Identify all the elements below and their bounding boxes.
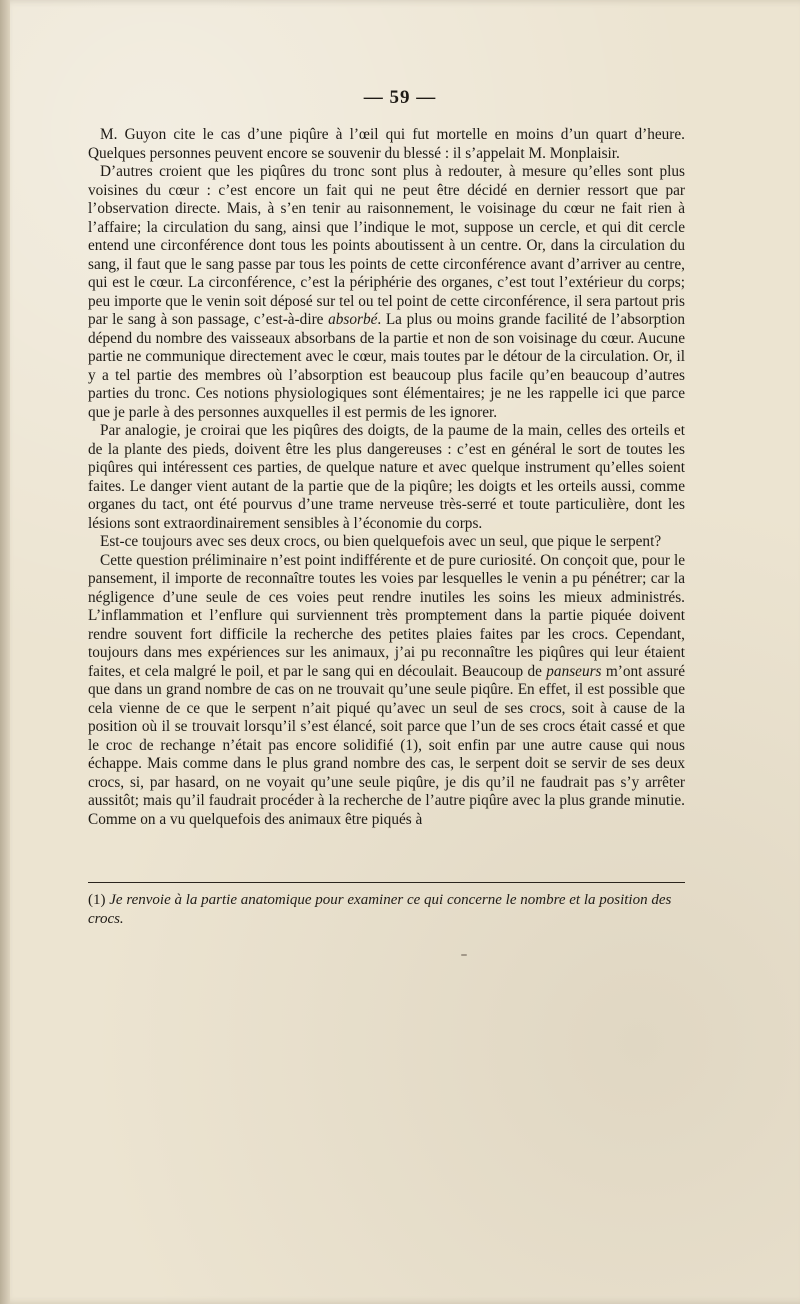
footnote-mark: (1) (88, 892, 106, 908)
paragraph-2 (88, 163, 685, 422)
paragraph-5 (88, 552, 685, 830)
footnote-separator (88, 882, 685, 883)
paragraph-5-italic-panseurs: panseurs (546, 662, 602, 680)
page-number: — 59 — (363, 87, 437, 108)
footnote-text: Je renvoie à la partie anatomique pour examiner ce qui concerne le nombre et la position des crocs. (88, 892, 672, 927)
paragraph-4 (88, 533, 685, 552)
paragraph-5-text-b: m’ont assuré que dans un grand nombre de cas on ne trouvait qu’une seule piqûre. En effet, il est possible que cela vienne de ce que le serpent n’ait piqué qu’avec un seul de ses crocs, soit à cause de la position où il se trouvait lorsqu’il s’est élancé, soit parce que l’un de ses crocs était cassé et que le croc de rechange n’était pas encore solidifié (1), soit enfin par une autre cause qui nous échappe. Mais comme dans le plus grand nombre des cas, le serpent doit se servir de ses deux crocs, si, par hasard, on ne voyait qu’une seule piqûre, je dis qu’il ne faudrait pas s’y arrêter aussitôt; mais qu’il faudrait procéder à la recherche de l’autre piqûre avec la plus grande minutie. Comme on a vu quelquefois des animaux être piqués à (88, 662, 686, 828)
paragraph-2-italic-absorbe: absorbé (328, 311, 378, 328)
page-binding-edge (0, 0, 10, 1304)
paper-speck (461, 954, 467, 956)
paragraph-5-text-a: Cette question préliminaire n’est point indifférente et de pure curiosité. On conçoit que, pour le pansement, il importe de reconnaître toutes les voies par lesquelles le venin a pu pénétrer; car la négligence d’une seule de ces voies peut rendre inutiles les soins les mieux administrés. L’inflammation et l’enflure qui surviennent très promptement dans la partie piquée doivent rendre souvent fort difficile la recherche des petites plaies faites par les crocs. Cependant, toujours dans mes expériences sur les animaux, j’ai pu reconnaître les piqûres qui leur étaient faites, et cela malgré le poil, et par le sang qui en découlait. Beaucoup de (88, 551, 685, 680)
footnote (88, 891, 685, 928)
paragraph-1 (88, 126, 685, 163)
paragraph-4-text: Est-ce toujours avec ses deux crocs, ou bien quelquefois avec un seul, que pique le serpent? (100, 533, 662, 550)
paragraph-2-text-b: . La plus ou moins grande facilité de l’absorption dépend du nombre des vaisseaux absorbans de la partie et non de son voisinage du cœur. Aucune partie ne communique directement avec le cœur, mais toutes par le détour de la circulation. Or, il y a tel partie des membres où l’absorption est beaucoup plus facile qu’en beaucoup d’autres parties du tronc. Ces notions physiologiques sont élémentaires; je ne les rappelle ici que parce que je parle à des personnes auxquelles il est permis de les ignorer. (88, 311, 686, 421)
body-text (88, 126, 685, 829)
paragraph-1-text: M. Guyon cite le cas d’une piqûre à l’œil qui fut mortelle en moins d’un quart d’heure. Quelques personnes peuvent encore se souvenir du blessé : il s’appelait M. Monplaisir. (88, 126, 685, 162)
paragraph-3-text: Par analogie, je croirai que les piqûres des doigts, de la paume de la main, celles des orteils et de la plante des pieds, doivent être les plus dangereuses : c’est en général le sort de toutes les piqûres qui intéressent ces parties, de quelque nature et avec quelque instrument qu’elles soient faites. Le danger vient autant de la partie que de la piqûre; les doigts et les orteils aussi, comme organes du tact, ont été pourvus d’une trame nerveuse très-serré et toute particulière, dont les lésions sont extraordinairement sensibles à l’économie du corps. (88, 422, 685, 532)
paragraph-2-text-a: D’autres croient que les piqûres du tronc sont plus à redouter, à mesure qu’elles sont plus voisines du cœur : c’est encore un fait qui ne peut être décidé en dernier ressort que par l’observation directe. Mais, à s’en tenir au raisonnement, le voisinage du cœur ne fait rien à l’affaire; la circulation du sang, ainsi que l’indique le mot, suppose un cercle, et qui dit cercle entend une circonférence dont tous les points aboutissent à un centre. Or, dans la circulation du sang, il faut que le sang passe par tous les points de cette circonférence avant d’arriver au centre, qui est le cœur. La circonférence, c’est la périphérie des organes, c’est tout l’extérieur du corps; peu importe que le venin soit déposé sur tel ou tel point de cette circonférence, il sera partout pris par le sang à son passage, c’est-à-dire (88, 163, 685, 328)
paragraph-3 (88, 422, 685, 533)
